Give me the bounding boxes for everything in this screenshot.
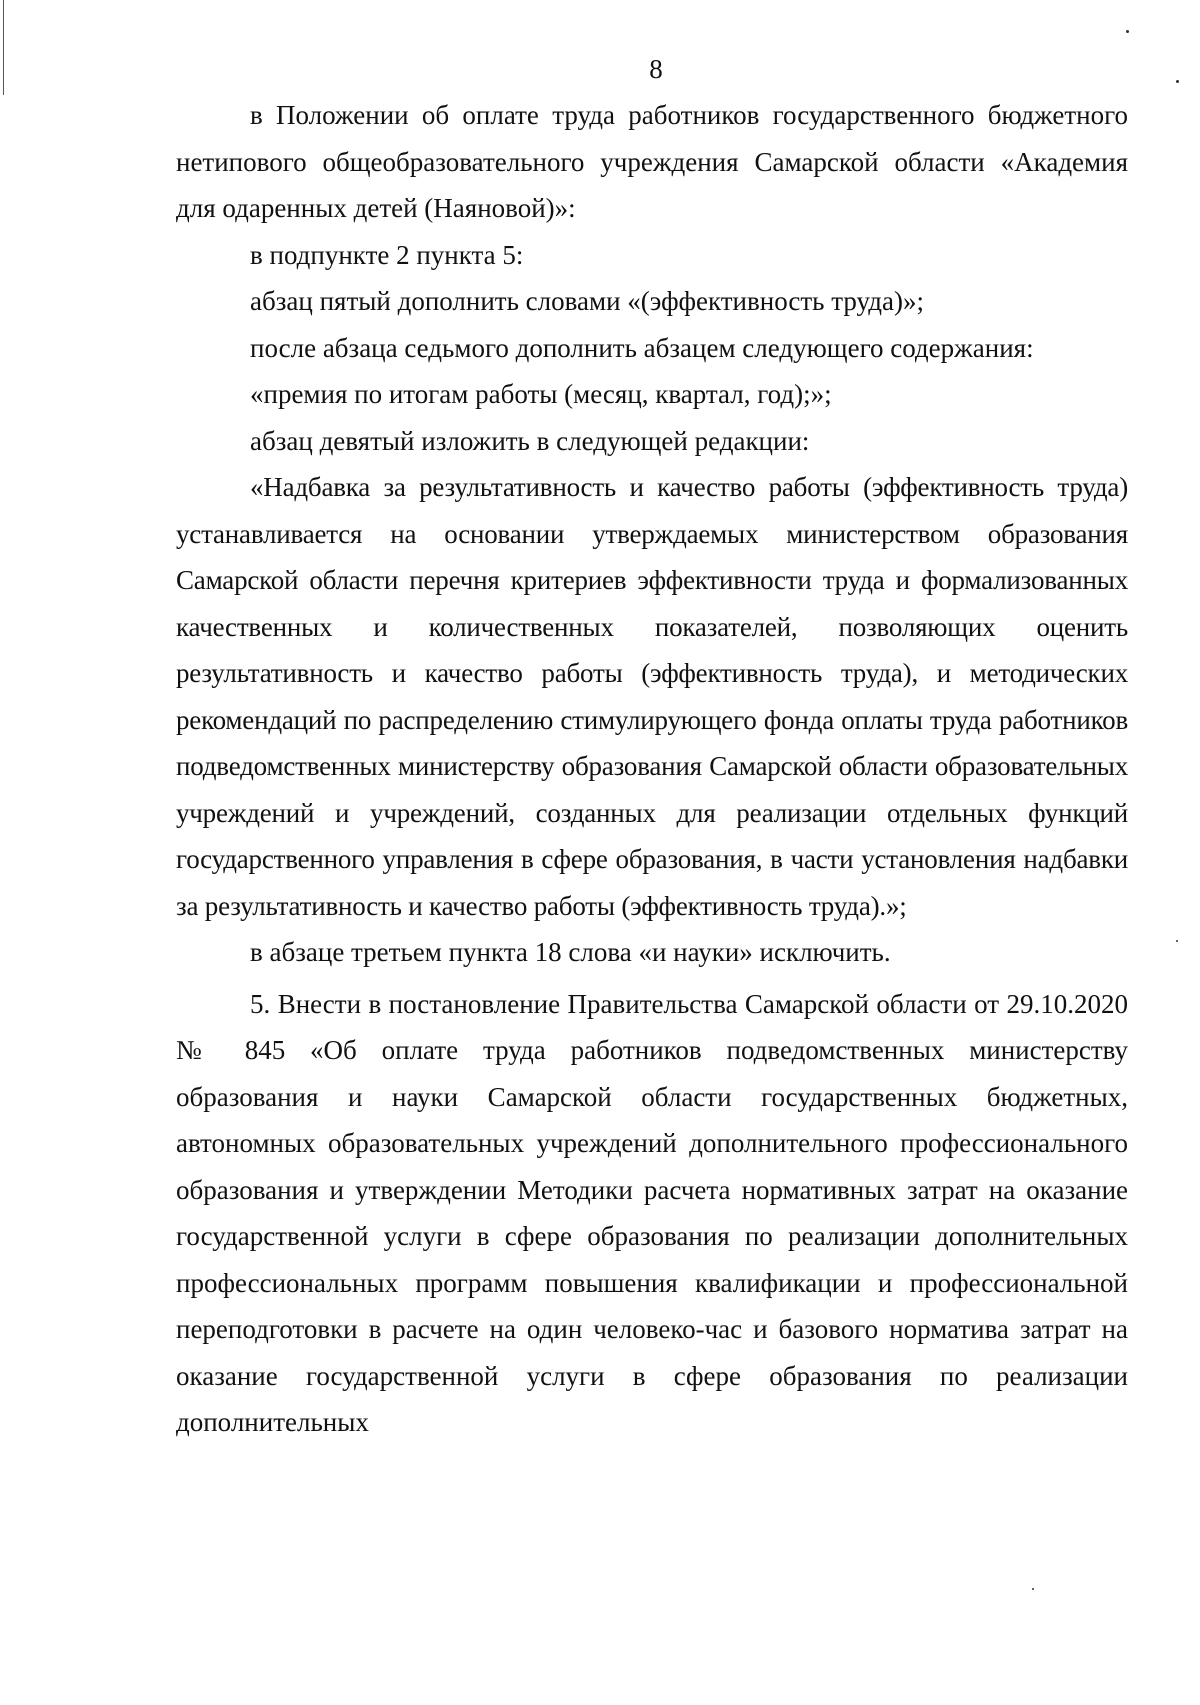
paragraph-allowance-wording: «Надбавка за результативность и качество работы (эффективность труда) устанавливается на основании утверждаемых министерством образования Самарской области перечня критериев эффективности труда и формализованных качественных и количественных показателей, позволяющих оценить результативность и качество работы (эффективность труда), и методических рекомендаций по распределению стимулирующего фонда оплаты труда работников подведомственных министерству образования Самарской области образовательных учреждений и учреждений, созданных для реализации отдельных функций государственного управления в сфере образования, в части установления надбавки за результативность и качество работы (эффективность труда).»; bbox=[176, 472, 1128, 921]
scan-speck bbox=[1176, 80, 1179, 83]
scan-speck bbox=[1032, 1588, 1034, 1590]
paragraph-fifth-abzac: абзац пятый дополнить словами «(эффективность труда)»; bbox=[250, 286, 925, 316]
scan-speck bbox=[1126, 30, 1129, 33]
paragraph-after-seventh: после абзаца седьмого дополнить абзацем следующего содержания: bbox=[250, 332, 1034, 363]
document-body bbox=[176, 92, 1128, 1446]
paragraph-regulation-intro: в Положении об оплате труда работников государственного бюджетного нетипового общеобразовательного учреждения Самарской области «Академия для одаренных детей (Наяновой)»: bbox=[176, 100, 1128, 223]
page-number: 8 bbox=[649, 54, 663, 84]
paragraph-subitem: в подпункте 2 пункта 5: bbox=[250, 239, 524, 270]
paragraph-bonus-text: «премия по итогам работы (месяц, квартал, год);»; bbox=[250, 379, 832, 409]
paragraph-ninth-abzac: абзац девятый изложить в следующей редакции: bbox=[250, 425, 810, 456]
paragraph-item-5: 5. Внести в постановление Правительства Самарской области от 29.10.2020 № 845 «Об оплате труда работников подведомственных министерству образования и науки Самарской области государственных бюджетных, автономных образовательных учреждений дополнительного профессионального образования и утверждении Методики расчета нормативных затрат на оказание государственной услуги в сфере образования по реализации дополнительных профессиональных программ повышения квалификации и профессиональной переподготовки в расчете на один человеко-час и базового норматива затрат на оказание государственной услуги в сфере образования по реализации дополнительных bbox=[176, 988, 1128, 1437]
paragraph-item-18: в абзаце третьем пункта 18 слова «и науки» исключить. bbox=[250, 937, 891, 967]
scan-speck bbox=[1176, 940, 1178, 942]
